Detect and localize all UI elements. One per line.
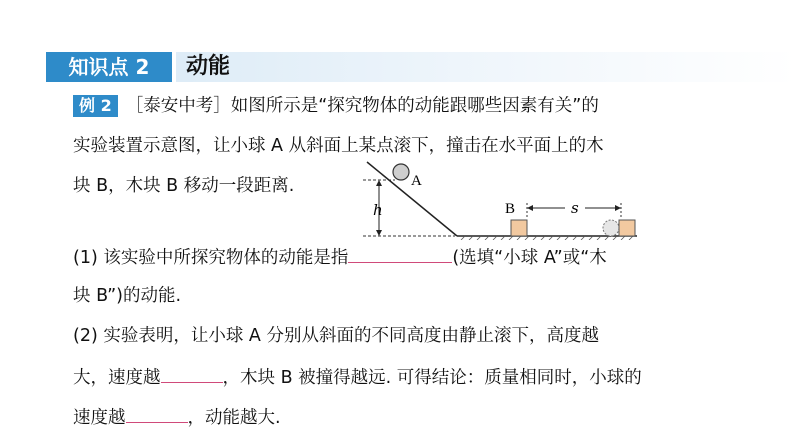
s-arrow-head-right	[615, 205, 621, 211]
section-header	[46, 52, 794, 82]
label-h: h	[373, 201, 383, 219]
section-label: 知识点 2	[46, 52, 172, 82]
q2-line-1: (2) 实验表明，让小球 A 分别从斜面的不同高度由静止滚下，高度越	[73, 326, 599, 346]
example-text-1: ［泰安中考］如图所示是“探究物体的动能跟哪些因素有关”的	[125, 96, 599, 116]
example-line-1	[73, 94, 599, 118]
block-b	[511, 220, 527, 236]
q1-text-pre: (1) 该实验中所探究物体的动能是指	[73, 248, 349, 268]
ball-a-final	[603, 220, 619, 236]
example-line-2: 实验装置示意图，让小球 A 从斜面上某点滚下，撞击在水平面上的木	[73, 136, 604, 156]
experiment-diagram	[355, 158, 645, 240]
q2-text-3-post: ，动能越大.	[187, 408, 281, 428]
q1-text-post: (选填“小球 A”或“木	[452, 248, 607, 268]
q2-text-2-pre: 大，速度越	[73, 368, 161, 388]
q2-line-3	[73, 404, 281, 430]
height-arrow-head-top	[376, 180, 382, 186]
q2-line-2	[73, 364, 642, 390]
height-arrow-head-bottom	[376, 230, 382, 236]
q2-answer-blank-1[interactable]	[161, 364, 223, 383]
label-s: s	[571, 199, 579, 217]
q2-answer-blank-2[interactable]	[126, 404, 188, 423]
example-line-3: 块 B，木块 B 移动一段距离.	[73, 176, 295, 196]
ball-a	[393, 164, 409, 180]
q2-text-3-pre: 速度越	[73, 408, 126, 428]
q1-line-1	[73, 244, 607, 270]
label-a: A	[411, 173, 422, 189]
example-badge: 例 2	[73, 95, 118, 117]
block-b-final	[619, 220, 635, 236]
s-arrow-head-left	[527, 205, 533, 211]
q1-line-2: 块 B”)的动能.	[73, 286, 182, 306]
q1-answer-blank[interactable]	[348, 244, 452, 263]
label-b: B	[505, 201, 516, 217]
section-title: 动能	[186, 54, 231, 79]
q2-text-2-post: ，木块 B 被撞得越远. 可得结论：质量相同时，小球的	[222, 368, 642, 388]
